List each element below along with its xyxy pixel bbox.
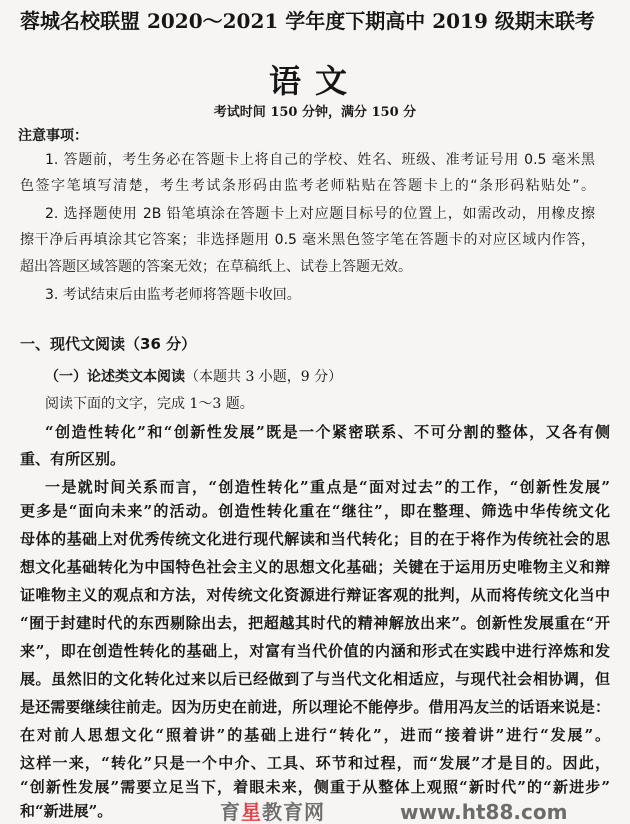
notice-line: 擦干净后再填涂其它答案；非选择题用 0.5 毫米黑色签字笔在答题卡的对应区域内作答，: [20, 232, 595, 248]
passage-line: 展。虽然旧的文化转化过来以后已经做到了与当代文化相适应，与现代社会相协调，但: [20, 670, 610, 688]
passage-line: “创新性发展”需要立足当下，着眼未来，侧重于从整体上观照“新时代”的“新进步”: [20, 778, 610, 796]
exam-info: 考试时间 150 分钟，满分 150 分: [213, 105, 417, 120]
notice-line: 超出答题区域答题的答案无效；在草稿纸上、试卷上答题无效。: [20, 259, 412, 275]
watermark-logo: 育星教育网: [220, 800, 325, 824]
exam-title: 蓉城名校联盟 2020～2021 学年度下期高中 2019 级期末联考: [20, 9, 595, 33]
section-heading: 一、现代文阅读（36 分）: [20, 335, 197, 353]
subsection-meta: （本题共 3 小题，9 分）: [185, 369, 343, 385]
notice-line: 2. 选择题使用 2B 铅笔填涂在答题卡上对应题目标号的位置上，如需改动，用橡皮擦: [45, 206, 595, 222]
subject-title: 语文: [268, 62, 361, 100]
passage-line: 一是就时间关系而言，“创造性转化”重点是“面对过去”的工作，“创新性发展”: [45, 478, 610, 496]
subsection-heading: [45, 367, 342, 387]
passage-line: “创造性转化”和“创新性发展”既是一个紧密联系、不可分割的整体，又各有侧: [45, 423, 610, 441]
passage-line: 想文化基础转化为中国特色社会主义的思想文化基础；关键在于运用历史唯物主义和辩: [20, 558, 610, 576]
reading-instruction: 阅读下面的文字，完成 1～3 题。: [45, 396, 254, 412]
passage-line: 和“新进展”。: [20, 802, 113, 820]
passage-line: 证唯物主义的观点和方法，对传统文化资源进行辩证客观的批判，从而将传统文化当中: [20, 586, 610, 604]
passage-line: “囿于封建时代的东西剔除出去，把超越其时代的精神解放出来”。创新性发展重在“开: [20, 614, 610, 632]
passage-line: 是还需要继续往前走。因为历史在前进，所以理论不能停步。借用冯友兰的话语来说是：: [20, 698, 610, 716]
passage-line: 重、有所区别。: [20, 450, 126, 468]
passage-line: 这样一来，“转化”只是一个中介、工具、环节和过程，而“发展”才是目的。因此，: [20, 754, 610, 772]
subsection-title: （一）论述类文本阅读: [45, 369, 185, 385]
notice-line: 3. 考试结束后由监考老师将答题卡收回。: [45, 287, 301, 303]
notice-line: 1. 答题前，考生务必在答题卡上将自己的学校、姓名、班级、准考证号用 0.5 毫米黑: [45, 152, 595, 168]
notice-line: 色签字笔填写清楚，考生考试条形码由监考老师粘贴在答题卡上的“条形码粘贴处”。: [20, 178, 595, 194]
passage-line: 在对前人思想文化“照着讲”的基础上进行“转化”，进而“接着讲”进行“发展”。: [20, 726, 610, 744]
passage-line: 来”，即在创造性转化的基础上，对富有当代价值的内涵和形式在实践中进行淬炼和发: [20, 642, 610, 660]
watermark-url: www.ht88.com: [400, 800, 568, 824]
passage-line: 母体的基础上对优秀传统文化进行现代解读和当代转化；目的在于将作为传统社会的思: [20, 530, 610, 548]
notice-heading: 注意事项：: [18, 128, 88, 144]
passage-line: 更多是“面向未来”的活动。创造性转化重在“继往”，即在整理、筛选中华传统文化: [20, 502, 610, 520]
